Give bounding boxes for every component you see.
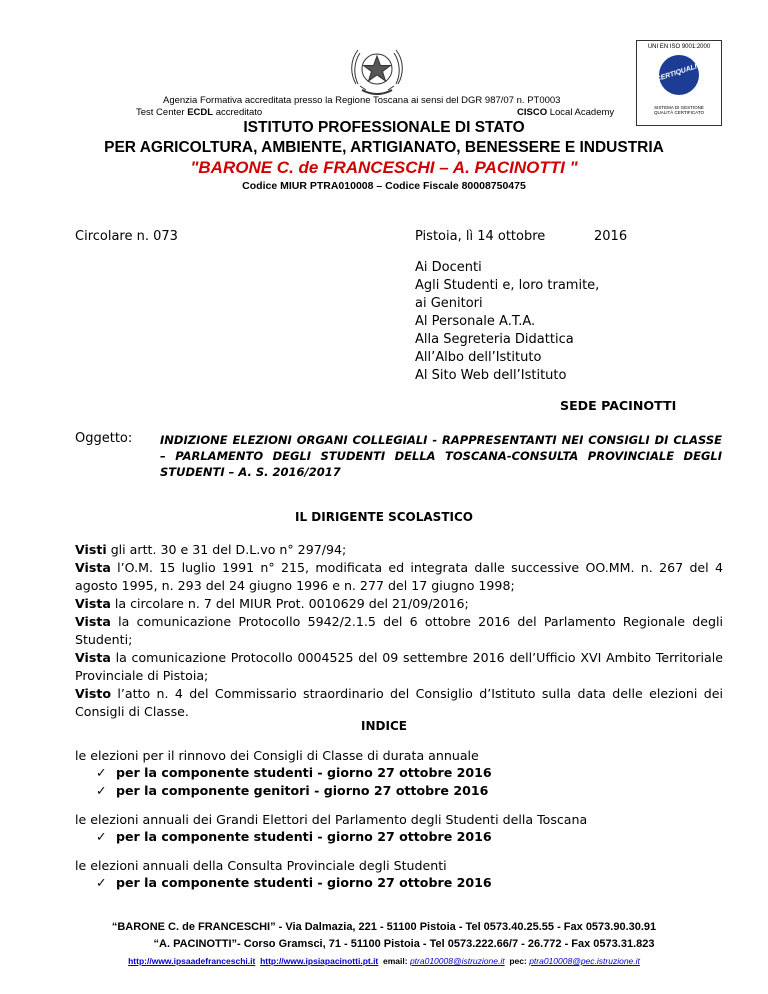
- footer-links: [0, 956, 768, 966]
- preamble-text: gli artt. 30 e 31 del D.L.vo n° 297/94;: [106, 542, 347, 557]
- preamble-lead: Vista: [75, 614, 111, 629]
- preamble-item: [75, 685, 723, 721]
- section-intro: le elezioni per il rinnovo dei Consigli di Classe di durata annuale: [75, 748, 479, 763]
- school-codes: Codice MIUR PTRA010008 – Codice Fiscale 80008750475: [242, 180, 526, 192]
- preamble-lead: Vista: [75, 596, 111, 611]
- pec-label: pec:: [509, 956, 527, 966]
- preamble-item: [75, 613, 723, 649]
- sede-label: SEDE PACINOTTI: [560, 398, 677, 413]
- recipient: Alla Segreteria Didattica: [415, 332, 574, 347]
- cert-standard: UNI EN ISO 9001:2000: [647, 44, 711, 50]
- preamble-lead: Vista: [75, 650, 111, 665]
- link-defranceschi[interactable]: http://www.ipsaadefranceschi.it: [128, 956, 256, 966]
- preamble-list: [75, 541, 723, 721]
- cert-caption-1: SISTEMA DI GESTIONE: [654, 105, 704, 110]
- school-name: "BARONE C. de FRANCESCHI – A. PACINOTTI ": [190, 158, 578, 177]
- cisco-bold: CISCO: [517, 107, 548, 118]
- circolare-number: Circolare n. 073: [75, 229, 178, 244]
- section-intro: le elezioni annuali dei Grandi Elettori del Parlamento degli Studenti della Toscana: [75, 812, 588, 827]
- subject-text: INDIZIONE ELEZIONI ORGANI COLLEGIALI - RAPPRESENTANTI NEI CONSIGLI DI CLASSE – PARLAMENTO DEGLI STUDENTI DELLA TOSCANA-CONSULTA PROVINCIALE DEGLI STUDENTI – A. S. 2016/2017: [160, 433, 722, 479]
- recipient: ai Genitori: [415, 296, 483, 311]
- recipient: Agli Studenti e, loro tramite,: [415, 278, 600, 293]
- ecdl-pre: Test Center: [136, 107, 188, 118]
- check-icon: ✓: [96, 783, 107, 798]
- preamble-item: [75, 559, 723, 595]
- agency-line: Agenzia Formativa accreditata presso la Regione Toscana ai sensi del DGR 987/07 n. PT0003: [163, 95, 561, 106]
- preamble-lead: Vista: [75, 560, 111, 575]
- preamble-text: la comunicazione Protocollo 5942/2.1.5 del 6 ottobre 2016 del Parlamento Regionale degli Studenti;: [75, 614, 723, 647]
- section-item-text: per la componente studenti - giorno 27 ottobre 2016: [116, 765, 492, 780]
- cert-caption: [637, 105, 721, 115]
- place-date: Pistoia, lì 14 ottobre: [415, 229, 546, 244]
- globe-icon: [655, 55, 707, 95]
- footer-address-1: “BARONE C. de FRANCESCHI” - Via Dalmazia, 221 - 51100 Pistoia - Tel 0573.40.25.55 - Fax 0573.90.30.91: [111, 921, 657, 933]
- preamble-text: l’O.M. 15 luglio 1991 n° 215, modificata ed integrata dalle successive OO.MM. n. 267 del 4 agosto 1995, n. 293 del 24 giugno 1996 e n. 277 del 17 giugno 1998;: [75, 560, 723, 593]
- pec-address[interactable]: ptra010008@pec.istruzione.it: [529, 956, 640, 966]
- certiquality-logo: [636, 40, 722, 126]
- recipient: Ai Docenti: [415, 260, 482, 275]
- cert-caption-2: QUALITÀ CERTIFICATO: [653, 110, 704, 115]
- subject-label: Oggetto:: [75, 431, 133, 446]
- ecdl-post: accreditato: [213, 107, 263, 118]
- email-label: email:: [383, 956, 408, 966]
- preamble-item: [75, 541, 723, 559]
- republic-emblem-icon: [346, 40, 408, 98]
- section-item: [96, 765, 492, 780]
- recipient: Al Personale A.T.A.: [415, 314, 536, 329]
- preamble-lead: Visti: [75, 542, 107, 557]
- school-title-2: PER AGRICOLTURA, AMBIENTE, ARTIGIANATO, BENESSERE E INDUSTRIA: [104, 139, 664, 156]
- school-title-1: ISTITUTO PROFESSIONALE DI STATO: [243, 119, 525, 136]
- section-item-text: per la componente genitori - giorno 27 ottobre 2016: [116, 783, 489, 798]
- date-year: 2016: [594, 229, 628, 244]
- check-icon: ✓: [96, 829, 107, 844]
- section-item: [96, 829, 492, 844]
- preamble-item: [75, 595, 723, 613]
- check-icon: ✓: [96, 875, 107, 890]
- recipient: All’Albo dell’Istituto: [415, 350, 542, 365]
- preamble-lead: Visto: [75, 686, 112, 701]
- recipients-list: [415, 259, 599, 385]
- cisco-post: Local Academy: [547, 107, 615, 118]
- check-icon: ✓: [96, 765, 107, 780]
- section-item: [96, 783, 488, 798]
- recipient: Al Sito Web dell’Istituto: [415, 368, 567, 383]
- section-intro: le elezioni annuali della Consulta Provinciale degli Studenti: [75, 858, 447, 873]
- link-pacinotti[interactable]: http://www.ipsiapacinotti.pt.it: [260, 956, 379, 966]
- preamble-text: la comunicazione Protocollo 0004525 del 09 settembre 2016 dell’Ufficio XVI Ambito Territoriale Provinciale di Pistoia;: [75, 650, 723, 683]
- preamble-item: [75, 649, 723, 685]
- section-item: [96, 875, 492, 890]
- ecdl-line: [136, 107, 262, 118]
- preamble-text: la circolare n. 7 del MIUR Prot. 0010629 del 21/09/2016;: [110, 596, 469, 611]
- preamble-text: l’atto n. 4 del Commissario straordinario del Consiglio d’Istituto sulla data delle elezioni dei Consigli di Classe.: [75, 686, 723, 719]
- email-address[interactable]: ptra010008@istruzione.it: [409, 956, 505, 966]
- indice-heading: INDICE: [361, 719, 407, 733]
- section-item-text: per la componente studenti - giorno 27 ottobre 2016: [116, 829, 492, 844]
- signer-heading: IL DIRIGENTE SCOLASTICO: [295, 510, 473, 524]
- cert-word: CERTIQUALITY: [655, 60, 707, 84]
- cisco-line: [517, 107, 614, 118]
- ecdl-bold: ECDL: [187, 107, 214, 118]
- footer-address-2: “A. PACINOTTI”- Corso Gramsci, 71 - 51100 Pistoia - Tel 0573.222.66/7 - 26.772 - Fax 0573.31.823: [153, 938, 655, 950]
- section-item-text: per la componente studenti - giorno 27 ottobre 2016: [116, 875, 492, 890]
